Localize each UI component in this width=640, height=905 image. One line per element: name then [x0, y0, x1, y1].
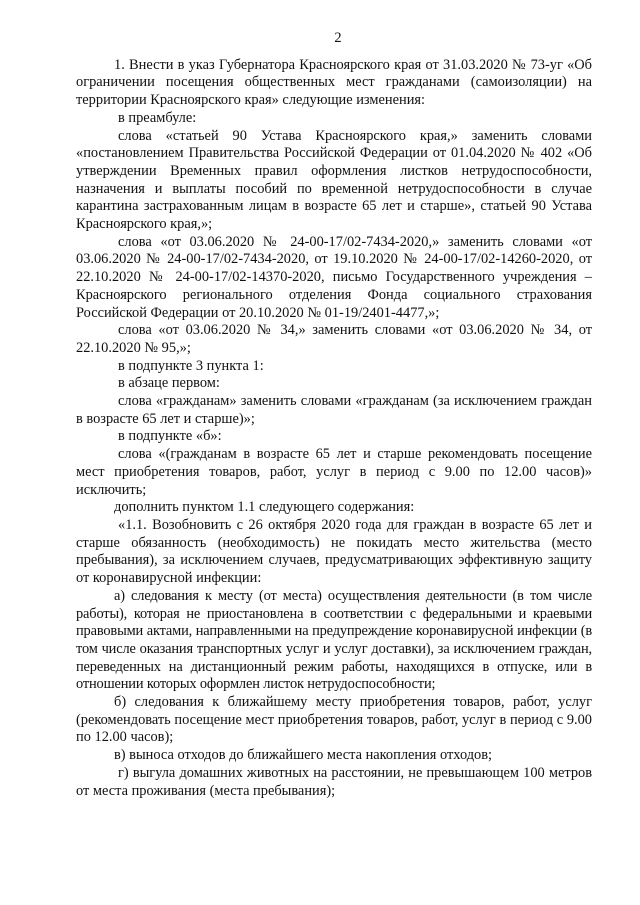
- paragraph-subitem-b: в подпункте «б»:: [118, 428, 222, 445]
- paragraph-words-citizens: слова «гражданам» заменить словами «гражданам (за исключением граждан в возрасте 65 лет и старше)»;: [76, 393, 592, 427]
- paragraph-subitem-3: в подпункте 3 пункта 1:: [118, 357, 264, 374]
- paragraph-first-abzac: в абзаце первом:: [118, 375, 220, 392]
- page-number: 2: [334, 30, 342, 46]
- document-page: [76, 30, 592, 800]
- paragraph-words-34: слова «от 03.06.2020 № 34,» заменить словами «от 03.06.2020 № 34, от 22.10.2020 № 95,»;: [76, 322, 592, 356]
- paragraph-case-b: б) следования к ближайшему месту приобретения товаров, работ, услуг (рекомендовать посещение мест приобретения товаров, работ, услуг в период с 9.00 по 12.00 часов);: [76, 694, 592, 746]
- paragraph-words-decree: слова «от 03.06.2020 № 24-00-17/02-7434-2020,» заменить словами «от 03.06.2020 № 24-00-17/02-7434-2020, от 19.10.2020 № 24-00-17/02-14260-2020, от 22.10.2020 № 24-00-17/02-14370-2020, письмо Государственного учреждения – Красноярского регионального отделения Фонда социального страхования Российской Федерации от 20.10.2020 № 01-19/2401-4477,»;: [76, 233, 592, 321]
- paragraph-item-1: 1. Внести в указ Губернатора Красноярского края от 31.03.2020 № 73-уг «Об ограничении посещения общественных мест гражданами (самоизоляции) на территории Красноярского края» следующие изменения:: [76, 56, 592, 109]
- paragraph-preamble: в преамбуле:: [118, 109, 197, 126]
- paragraph-words-exclude: слова «(гражданам в возрасте 65 лет и старше рекомендовать посещение мест приобретения товаров, работ, услуг в период с 9.00 по 12.00 часов)» исключить;: [76, 446, 592, 498]
- paragraph-case-a: а) следования к месту (от места) осуществления деятельности (в том числе работы), которая не приостановлена в соответствии с федеральными и краевыми правовыми актами, направленными на предупреждение коронавирусной инфекции (в том числе оказания транспортных услуг и услуг доставки), за исключением граждан, переведенных на дистанционный режим работы, находящихся в отпуске, или в отношении которых оформлен листок нетрудоспособности;: [76, 587, 592, 693]
- paragraph-1-1-text: «1.1. Возобновить с 26 октября 2020 года для граждан в возрасте 65 лет и старше обязанность (необходимость) не покидать место жительства (место пребывания), за исключением случаев, предусматривающих эффективную защиту от коронавирусной инфекции:: [76, 516, 592, 587]
- paragraph-add-1-1: дополнить пунктом 1.1 следующего содержания:: [114, 499, 415, 516]
- paragraph-case-v: в) выноса отходов до ближайшего места накопления отходов;: [114, 747, 493, 764]
- paragraph-case-g: г) выгула домашних животных на расстоянии, не превышающем 100 метров от места проживания (места пребывания);: [76, 764, 592, 799]
- paragraph-words-statute: слова «статьей 90 Устава Красноярского края,» заменить словами «постановлением Правительства Российской Федерации от 01.04.2020 № 402 «Об утверждении Временных правил оформления листков нетрудоспособности, назначения и выплаты пособий по временной нетрудоспособности в случае карантина застрахованным лицам в возрасте 65 лет и старше», статьей 90 Устава Красноярского края,»;: [76, 127, 592, 233]
